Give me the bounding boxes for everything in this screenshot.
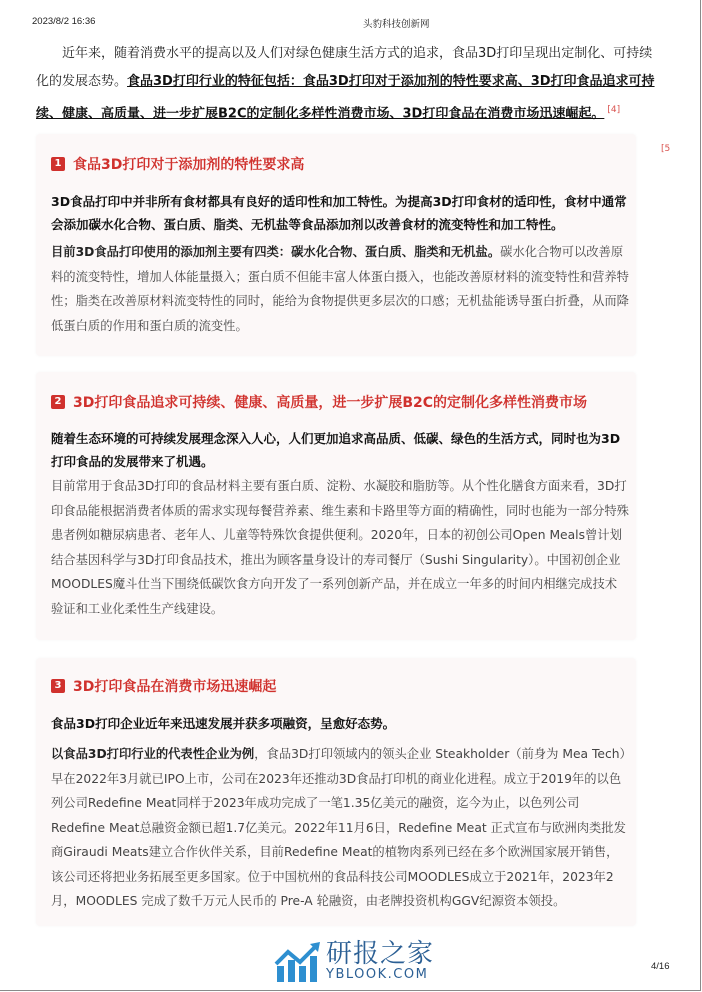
section-card-3 bbox=[36, 658, 636, 926]
side-citation-ref[interactable]: [5 bbox=[661, 144, 671, 154]
section-lead-1: 3D食品打印中并非所有食材都具有良好的适印性和加工特性。为提高3D打印食材的适印性，食材中通常会添加碳水化合物、蛋白质、脂类、无机盐等食品添加剂以改善食材的流变特性和加工特性。 bbox=[51, 194, 627, 232]
section-body-3 bbox=[51, 742, 629, 914]
section-body-text: 碳水化合物可以改善原料的流变特性，增加人体能量摄入；蛋白质不但能丰富人体蛋白摄入，也能改善原材料的流变特性和营养特性；脂类在改善原材料流变特性的同时，能给为食物提供更多层次的口感；无机盐能诱导蛋白折叠，从而降低蛋白质的作用和蛋白质的流变性。 bbox=[51, 245, 629, 333]
section-lead-3: 食品3D打印企业近年来迅速发展并获多项融资，呈愈好态势。 bbox=[51, 716, 396, 731]
page-number: 4/16 bbox=[651, 961, 670, 972]
section-title-text: 3D打印食品在消费市场迅速崛起 bbox=[73, 679, 277, 695]
intro-key-summary: 食品3D打印行业的特征包括：食品3D打印对于添加剂的特性要求高、3D打印食品追求可持续、健康、高质量、进一步扩展B2C的定制化多样性消费市场、3D打印食品在消费市场迅速崛起。 bbox=[36, 74, 655, 122]
section-lead-2: 随着生态环境的可持续发展理念深入人心，人们更加追求高品质、低碳、绿色的生活方式，同时也为3D打印食品的发展带来了机遇。 bbox=[51, 431, 621, 469]
rising-chart-icon bbox=[274, 942, 322, 982]
section-number-badge: 3 bbox=[51, 679, 65, 693]
section-body-bold: 以食品3D打印行业的代表性企业为例 bbox=[51, 747, 255, 761]
watermark-en: YBLOOK.COM bbox=[326, 967, 429, 982]
section-title-text: 食品3D打印对于添加剂的特性要求高 bbox=[73, 157, 305, 173]
section-body-2 bbox=[51, 474, 629, 621]
intro-text: 近年来，随着消费水平的提高以及人们对绿色健康生活方式的追求，食品3D打印呈现出定制化、可持续化的发展态势。 bbox=[36, 46, 653, 89]
header-datetime: 2023/8/2 16:36 bbox=[32, 16, 96, 27]
section-number-badge: 1 bbox=[51, 157, 65, 171]
section-card-2 bbox=[36, 372, 636, 640]
section-card-1 bbox=[36, 134, 636, 356]
section-body-text: 目前常用于食品3D打印的食品材料主要有蛋白质、淀粉、水凝胶和脂肪等。从个性化膳食方面来看，3D打印食品能根据消费者体质的需求实现每餐营养素、维生素和卡路里等方面的精确性，同时也能为一部分特殊患者例如糖尿病患者、老年人、儿童等特殊饮食提供便利。2020年，日本的初创公司Open Meals曾计划结合基因科学与3D打印食品技术，推出为顾客量身设计的寿司餐厅（Sushi Singularity）。中国初创企业MOODLES魔斗仕当下围绕低碳饮食方向开发了一系列创新产品，并在成立一年多的时间内相继完成技术验证和工业化柔性生产线建设。 bbox=[51, 479, 629, 616]
section-body-text: ，食品3D打印领域内的领头企业 Steakholder（前身为 Mea Tech）早在2022年3月就已IPO上市，公司在2023年还推动3D食品打印机的商业化进程。成立于2019年的以色列公司Redefine Meat同样于2023年成功完成了一笔1.35亿美元的融资，迄今为止，以色列公司Redefine Meat总融资金额已超1.7亿美元。2022年11月6日，Redefine Meat 正式宣布与欧洲肉类批发商Giraudi Meats建立合作伙伴关系，目前Redefine Meat的植物肉系列已经在多个欧洲国家展开销售，该公司还将把业务拓展至更多国家。位于中国杭州的食品科技公司MOODLES成立于2021年，2023年2月，MOODLES 完成了数千万元人民币的 Pre-A 轮融资，由老牌投资机构GGV纪源资本领投。 bbox=[51, 747, 626, 908]
header-site-name: 头豹科技创新网 bbox=[363, 19, 430, 30]
section-title-2 bbox=[51, 392, 587, 412]
section-body-1 bbox=[51, 240, 629, 338]
section-title-3 bbox=[51, 676, 276, 696]
citation-ref[interactable]: [4] bbox=[607, 105, 621, 115]
section-number-badge: 2 bbox=[51, 395, 65, 409]
section-title-text: 3D打印食品追求可持续、健康、高质量，进一步扩展B2C的定制化多样性消费市场 bbox=[73, 395, 588, 411]
section-body-bold: 目前3D食品打印使用的添加剂主要有四类：碳水化合物、蛋白质、脂类和无机盐。 bbox=[51, 245, 501, 259]
section-title-1 bbox=[51, 154, 304, 174]
watermark-cn: 研报之家 bbox=[326, 939, 435, 969]
watermark-logo bbox=[274, 940, 434, 982]
intro-paragraph bbox=[36, 40, 656, 128]
